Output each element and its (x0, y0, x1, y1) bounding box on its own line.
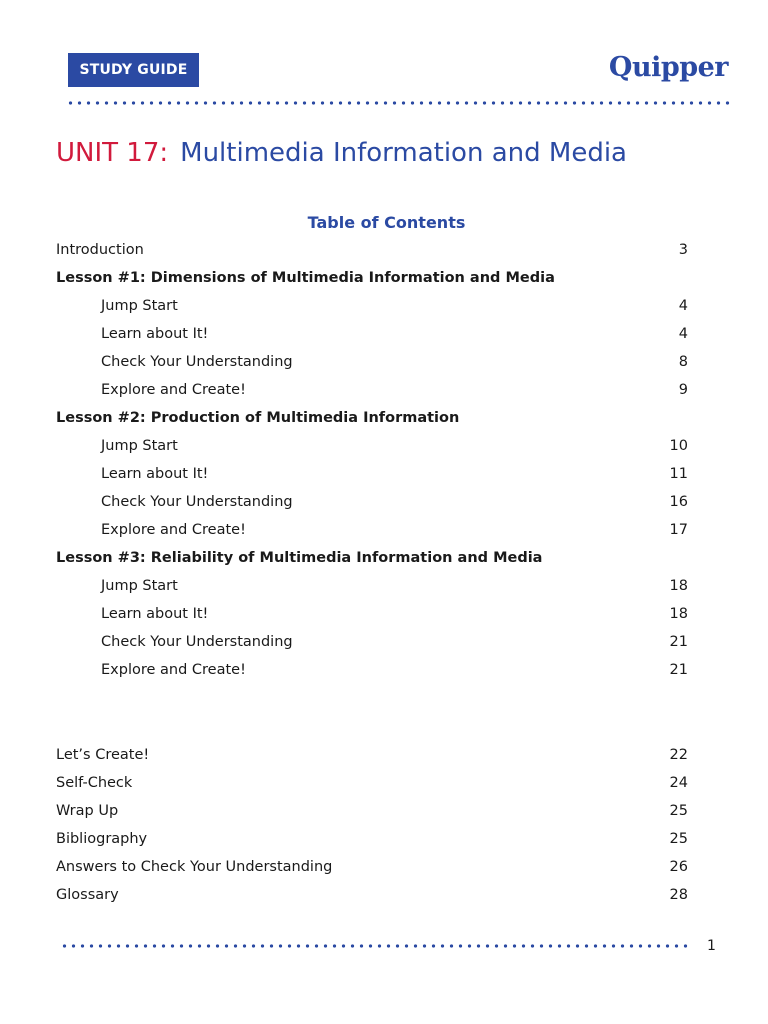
toc-heading: Table of Contents (307, 213, 466, 232)
toc-entry (56, 741, 688, 769)
toc-entry-page: 18 (669, 606, 688, 622)
toc-entry-label: Jump Start (101, 578, 178, 594)
toc-subentry (56, 572, 688, 600)
toc-entry-page: 10 (669, 438, 688, 454)
toc-entry (56, 881, 688, 909)
toc-entry-label: Learn about It! (101, 606, 209, 622)
toc-entry-label: Check Your Understanding (101, 494, 293, 510)
toc-subentry (56, 348, 688, 376)
toc-subentry (56, 656, 688, 684)
toc-lesson-label: Lesson #1: Dimensions of Multimedia Information and Media (56, 270, 555, 286)
toc-lesson-label: Lesson #3: Reliability of Multimedia Information and Media (56, 550, 543, 566)
toc-entry (56, 769, 688, 797)
toc-spacer (56, 684, 688, 741)
toc-entry-label: Explore and Create! (101, 382, 246, 398)
unit-name: Multimedia Information and Media (180, 138, 627, 168)
footer-divider (60, 944, 692, 948)
toc-entry-page: 22 (669, 747, 688, 763)
toc-lesson-label: Lesson #2: Production of Multimedia Information (56, 410, 460, 426)
toc-subentry (56, 292, 688, 320)
toc-entry-page: 25 (669, 831, 688, 847)
toc-entry-page: 9 (678, 382, 688, 398)
toc-entry-label: Bibliography (56, 831, 148, 847)
toc-entry-label: Jump Start (101, 438, 178, 454)
toc-subentry (56, 488, 688, 516)
quipper-logo: Quipper (608, 52, 728, 83)
unit-title (56, 138, 627, 168)
toc-entry-label: Explore and Create! (101, 662, 246, 678)
toc-entry-page: 25 (669, 803, 688, 819)
toc-entry-label: Learn about It! (101, 326, 209, 342)
toc-entry (56, 236, 688, 264)
toc-subentry (56, 600, 688, 628)
toc-entry-page: 26 (669, 859, 688, 875)
toc-entry-page: 16 (669, 494, 688, 510)
toc-entry-label: Answers to Check Your Understanding (56, 859, 333, 875)
toc-entry-page: 21 (669, 634, 688, 650)
table-of-contents (56, 236, 688, 909)
toc-subentry (56, 376, 688, 404)
toc-entry-page: 8 (678, 354, 688, 370)
toc-entry-page: 4 (678, 326, 688, 342)
toc-entry-label: Wrap Up (56, 803, 119, 819)
toc-entry-page: 11 (669, 466, 688, 482)
toc-lesson (56, 264, 688, 292)
header-divider (66, 101, 730, 105)
toc-entry-page: 24 (669, 775, 688, 791)
toc-lesson (56, 544, 688, 572)
toc-entry-page: 21 (669, 662, 688, 678)
toc-entry-label: Let’s Create! (56, 747, 150, 763)
toc-entry-label: Glossary (56, 887, 119, 903)
toc-entry-label: Introduction (56, 242, 144, 258)
study-guide-badge: STUDY GUIDE (68, 53, 199, 87)
toc-entry-page: 17 (669, 522, 688, 538)
toc-entry-label: Learn about It! (101, 466, 209, 482)
page-number: 1 (707, 938, 716, 954)
toc-entry (56, 797, 688, 825)
toc-subentry (56, 432, 688, 460)
toc-entry-label: Check Your Understanding (101, 634, 293, 650)
toc-entry-page: 18 (669, 578, 688, 594)
toc-entry-label: Self-Check (56, 775, 133, 791)
toc-entry-page: 4 (678, 298, 688, 314)
unit-number: UNIT 17: (56, 138, 169, 168)
toc-entry-label: Check Your Understanding (101, 354, 293, 370)
toc-subentry (56, 628, 688, 656)
toc-entry-page: 28 (669, 887, 688, 903)
toc-entry-label: Jump Start (101, 298, 178, 314)
toc-subentry (56, 320, 688, 348)
toc-entry (56, 853, 688, 881)
toc-entry-page: 3 (678, 242, 688, 258)
toc-entry-label: Explore and Create! (101, 522, 246, 538)
toc-subentry (56, 516, 688, 544)
toc-subentry (56, 460, 688, 488)
toc-lesson (56, 404, 688, 432)
toc-entry (56, 825, 688, 853)
